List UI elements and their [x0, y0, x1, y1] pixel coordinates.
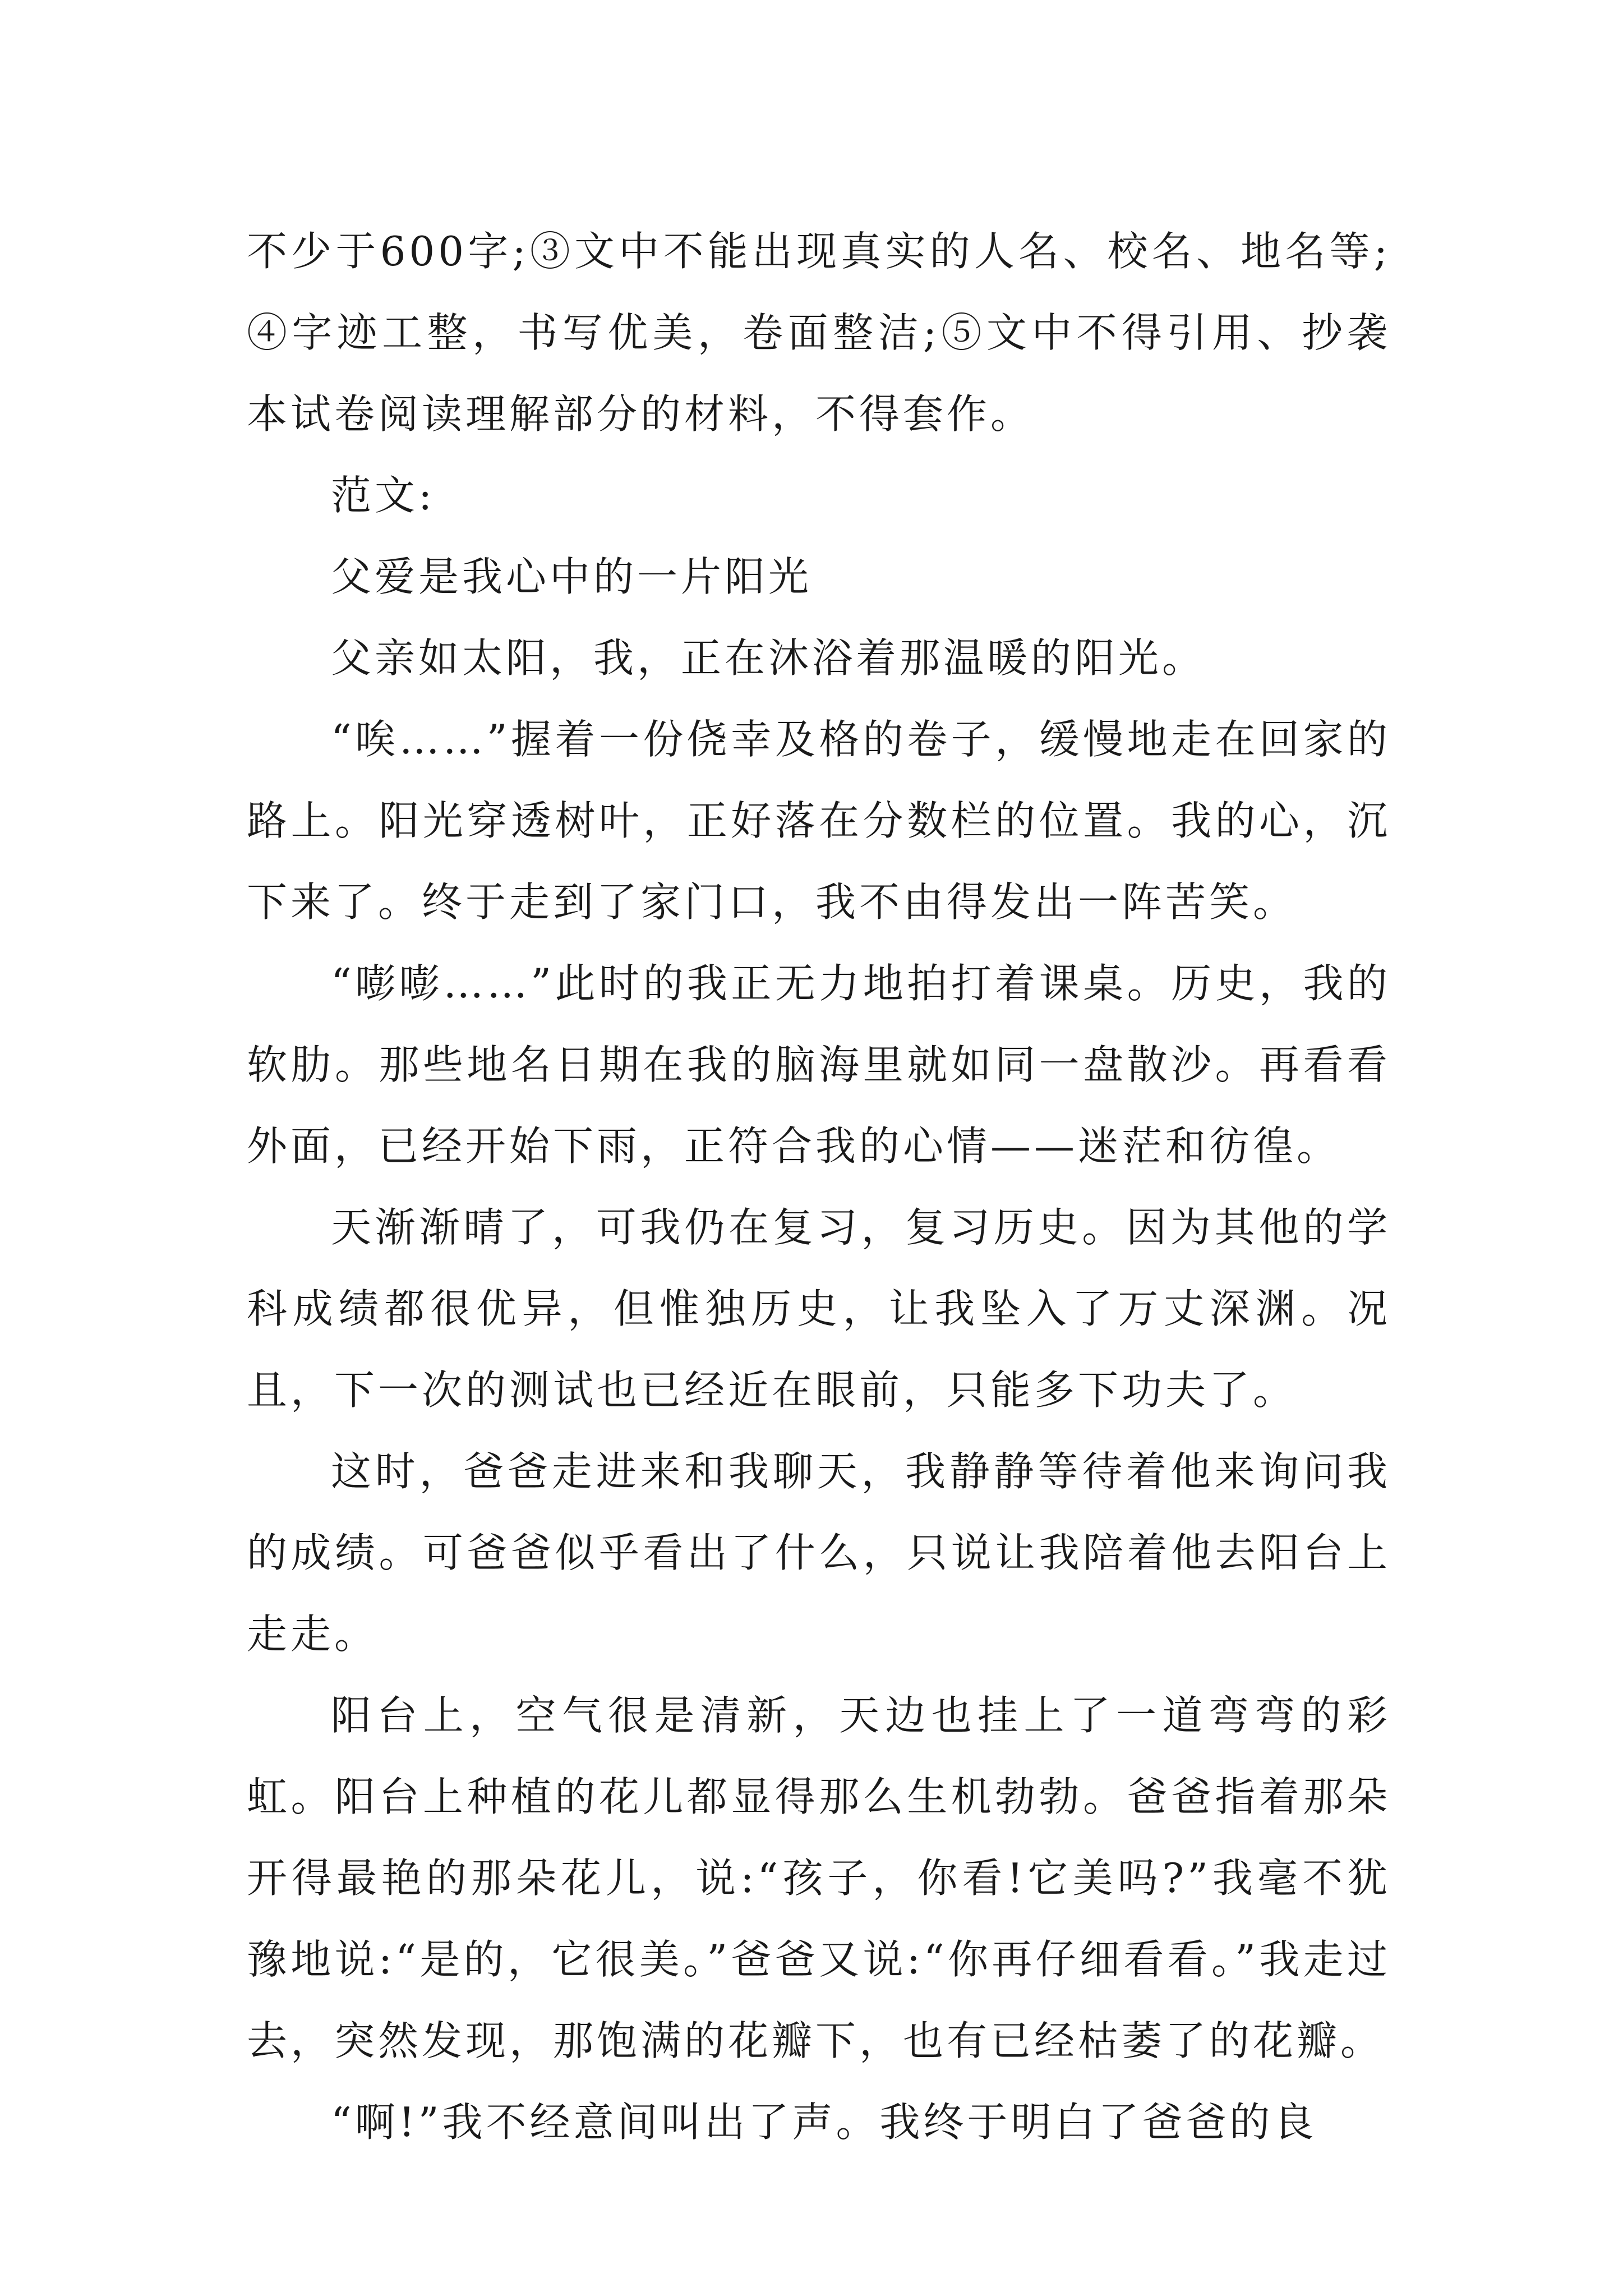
paragraph-father-enters: 这时，爸爸走进来和我聊天，我静静等待着他来询问我的成绩。可爸爸似乎看出了什么，只说让我陪着他去阳台上走走。 [247, 1448, 1391, 1658]
paragraph-balcony: 阳台上，空气很是清新，天边也挂上了一道弯弯的彩虹。阳台上种植的花儿都显得那么生机勃勃。爸爸指着那朵开得最艳的那朵花儿，说:“孩子，你看!它美吗?”我毫不犹豫地说:“是的，它很美。”爸爸又说:“你再仔细看看。”我走过去，突然发现，那饱满的花瓣下，也有已经枯萎了的花瓣。 [247, 1692, 1391, 2064]
document-body [247, 211, 1391, 2163]
paragraph-opening: 父亲如太阳，我，正在沐浴着那温暖的阳光。 [331, 634, 1206, 682]
paragraph-sample-label: 范文: [331, 472, 436, 519]
paragraph-review: 天渐渐晴了，可我仍在复习，复习历史。因为其他的学科成绩都很优异，但惟独历史，让我坠入了万丈深渊。况且，下一次的测试也已经近在眼前，只能多下功夫了。 [247, 1204, 1391, 1414]
paragraph-realization: “啊!”我不经意间叫出了声。我终于明白了爸爸的良 [331, 2099, 1317, 2146]
paragraph-requirements: 不少于600字;③文中不能出现真实的人名、校名、地名等;④字迹工整，书写优美，卷面整洁;⑤文中不得引用、抄袭本试卷阅读理解部分的材料，不得套作。 [247, 228, 1391, 438]
paragraph-desk: “嘭嘭……”此时的我正无力地拍打着课桌。历史，我的软肋。那些地名日期在我的脑海里就如同一盘散沙。再看看外面，已经开始下雨，正符合我的心情——迷茫和彷徨。 [247, 960, 1391, 1170]
essay-title: 父爱是我心中的一片阳光 [331, 553, 813, 600]
paragraph-way-home: “唉……”握着一份侥幸及格的卷子，缓慢地走在回家的路上。阳光穿透树叶，正好落在分数栏的位置。我的心，沉下来了。终于走到了家门口，我不由得发出一阵苦笑。 [247, 716, 1391, 926]
